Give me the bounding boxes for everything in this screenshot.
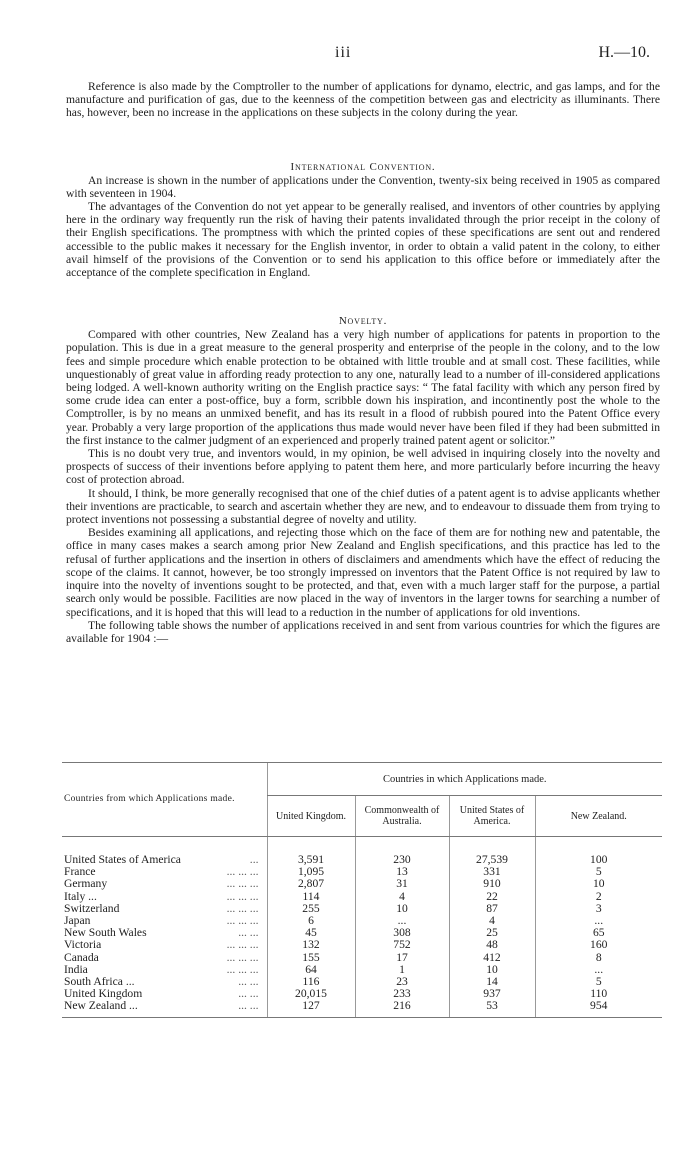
value-cell: 100 (535, 837, 662, 867)
value-cell: 752 (355, 939, 449, 951)
table-row (62, 866, 662, 878)
table-row (62, 952, 662, 964)
document-reference: H.—10. (598, 44, 650, 61)
table-row (62, 927, 662, 939)
value-cell: 20,015 (267, 988, 355, 1000)
country-name: South Africa ... (64, 975, 135, 989)
leader-dots: ... ... ... (226, 889, 259, 903)
running-head (0, 44, 700, 64)
page-number: iii (335, 44, 352, 61)
leader-dots: ... ... ... (226, 950, 259, 964)
col-commonwealth-australia: Commonwealth of Australia. (355, 796, 449, 837)
table-row (62, 976, 662, 988)
leader-dots: ... (249, 853, 259, 866)
value-cell: ... (355, 915, 449, 927)
country-name: Switzerland (64, 901, 120, 915)
applications-table (62, 762, 662, 1018)
value-cell: 10 (355, 903, 449, 915)
paragraph-convention-increase: An increase is shown in the number of applications under the Convention, twenty-six being received in 1905 as compared with seventeen in 1904. (66, 173, 660, 200)
country-name: Italy ... (64, 889, 97, 903)
paragraph-convention-advantages: The advantages of the Convention do not yet appear to be generally realised, and inventors of other countries by applying here in the ordinary way frequently run the risk of having their patents invalidated through the prior receipt in the colony of their English specifications. The promptness with which the printed copies of these specifications are sent out and rendered accessible to the public makes it necessary for the English inventor, in order to obtain a valid patent in the colony, to either avail himself of the provisions of the Convention or to send his application to this office before or immediately after the acceptance of the complete specification in England. (66, 200, 660, 280)
value-cell: 13 (355, 866, 449, 878)
value-cell: 155 (267, 952, 355, 964)
table-row (62, 964, 662, 976)
value-cell: ... (535, 964, 662, 976)
value-cell: 127 (267, 1000, 355, 1017)
country-name: Canada (64, 950, 99, 964)
col-new-zealand: New Zealand. (535, 796, 662, 837)
value-cell: 160 (535, 939, 662, 951)
value-cell: 23 (355, 976, 449, 988)
leader-dots: ... ... ... (226, 962, 259, 976)
value-cell: 216 (355, 1000, 449, 1017)
value-cell: 4 (449, 915, 535, 927)
leader-dots: ... ... ... (226, 914, 259, 928)
body-text (66, 80, 660, 645)
value-cell: 10 (535, 878, 662, 890)
value-cell: 1,095 (267, 866, 355, 878)
paragraph-table-intro: The following table shows the number of applications received in and sent from various countries for which the figures are available for 1904 :— (66, 618, 660, 645)
row-header-countries-from: Countries from which Applications made. (62, 763, 267, 837)
value-cell: 45 (267, 927, 355, 939)
value-cell: 3,591 (267, 837, 355, 867)
value-cell: 3 (535, 903, 662, 915)
value-cell: 331 (449, 866, 535, 878)
table-row (62, 1000, 662, 1017)
value-cell: 31 (355, 878, 449, 890)
paragraph-patent-agent-duties: It should, I think, be more generally recognised that one of the chief duties of a patent agent is to advise applicants whether their inventions are practicable, to search and ascertain whether they are new, and to endeavour to dissuade them from trying to protect inventions not possessing a substantial degree of novelty and utility. (66, 486, 660, 527)
country-name: United States of America (64, 853, 181, 866)
leader-dots: ... ... ... (226, 865, 259, 879)
country-cell (62, 952, 267, 964)
leader-dots: ... ... (238, 926, 259, 940)
value-cell: 255 (267, 903, 355, 915)
table-row (62, 878, 662, 890)
country-name: Germany (64, 877, 108, 891)
value-cell: 5 (535, 976, 662, 988)
paragraph-gas-lamps: Reference is also made by the Comptroller to the number of applications for dynamo, electric, and gas lamps, and for the manufacture and purification of gas, due to the keenness of the competition between gas and electricity as illuminants. There has, however, been no increase in the applications on these subjects in the colony during the year. (66, 80, 660, 120)
country-name: New Zealand ... (64, 999, 138, 1013)
value-cell: 116 (267, 976, 355, 988)
paragraph-novelty-advice: This is no doubt very true, and inventors would, in my opinion, be well advised in inquiring closely into the novelty and prospects of success of their inventions before applying to patent them here, and more particularly before incurring the heavy cost of protection abroad. (66, 447, 660, 487)
value-cell: 8 (535, 952, 662, 964)
value-cell: 132 (267, 939, 355, 951)
value-cell: 5 (535, 866, 662, 878)
paragraph-novelty-comparison: Compared with other countries, New Zealand has a very high number of applications for patents in proportion to the population. This is due in a great measure to the general prosperity and enterprise of the people in the colony, and to the low fees and simple procedure which enable protection to be obtained with little trouble and at small cost. These facilities, while unquestionably of great value in affording ready protection to any one, naturally lead to a number of ill-considered applications being lodged. A well-known authority writing on the English practice says: “ The fatal facility with which any person fired by some crude idea can enter a post-office, buy a form, scribble down his inspiration, and incontinently post the whole to the Comptroller, is by no means an unmixed benefit, and has its result in a flood of rubbish poured into the Patent Office every year. Probably a very large proportion of the applications thus made would never have been filed if they had been submitted in the first instance to the calmer judgment of an experienced and properly trained patent agent or solicitor.” (66, 328, 660, 447)
value-cell: 14 (449, 976, 535, 988)
leader-dots: ... ... ... (226, 877, 259, 891)
value-cell: 910 (449, 878, 535, 890)
table-row (62, 903, 662, 915)
value-cell: 233 (355, 988, 449, 1000)
value-cell: 1 (355, 964, 449, 976)
country-name: India (64, 962, 88, 976)
leader-dots: ... ... (238, 975, 259, 989)
table-row (62, 915, 662, 927)
value-cell: 6 (267, 915, 355, 927)
col-united-states: United States of America. (449, 796, 535, 837)
value-cell: 48 (449, 939, 535, 951)
value-cell: 412 (449, 952, 535, 964)
value-cell: ... (535, 915, 662, 927)
country-name: Japan (64, 914, 91, 928)
country-name: France (64, 865, 96, 879)
value-cell: 110 (535, 988, 662, 1000)
value-cell: 2,807 (267, 878, 355, 890)
heading-novelty: Novelty. (338, 315, 388, 328)
value-cell: 22 (449, 891, 535, 903)
leader-dots: ... ... (238, 999, 259, 1013)
leader-dots: ... ... ... (226, 938, 259, 952)
heading-international-convention: International Convention. (290, 160, 436, 173)
table-row (62, 891, 662, 903)
value-cell: 25 (449, 927, 535, 939)
country-cell (62, 837, 267, 867)
value-cell: 17 (355, 952, 449, 964)
value-cell: 2 (535, 891, 662, 903)
value-cell: 954 (535, 1000, 662, 1017)
group-header-countries-in: Countries in which Applications made. (267, 763, 662, 796)
leader-dots: ... ... (238, 987, 259, 1001)
col-united-kingdom: United Kingdom. (267, 796, 355, 837)
value-cell: 230 (355, 837, 449, 867)
value-cell: 114 (267, 891, 355, 903)
value-cell: 64 (267, 964, 355, 976)
country-name: United Kingdom (64, 987, 143, 1001)
value-cell: 10 (449, 964, 535, 976)
value-cell: 87 (449, 903, 535, 915)
value-cell: 937 (449, 988, 535, 1000)
value-cell: 4 (355, 891, 449, 903)
country-cell (62, 1000, 267, 1017)
country-name: Victoria (64, 938, 102, 952)
leader-dots: ... ... ... (226, 901, 259, 915)
paragraph-office-examination: Besides examining all applications, and rejecting those which on the face of them are for nothing new and patentable, the office in many cases makes a search among prior New Zealand and English specifications, and this practice has led to the refusal of further applications and the insertion in others of disclaimers and amendments which have the effect of reducing the scope of the claims. It cannot, however, be too strongly impressed on inventors that the Patent Office is not required by law to inquire into the novelty of inventions sought to be protected, and that, even with a much larger staff for the purpose, a partial search only would be possible. Facilities are now placed in the way of inventors in the larger towns for searching a number of specifications, and it is hoped that this will lead to a reduction in the number of applications for old inventions. (66, 526, 660, 619)
value-cell: 308 (355, 927, 449, 939)
table-row (62, 939, 662, 951)
value-cell: 53 (449, 1000, 535, 1017)
table-row (62, 837, 662, 867)
country-name: New South Wales (64, 926, 147, 940)
value-cell: 65 (535, 927, 662, 939)
value-cell: 27,539 (449, 837, 535, 867)
table-row (62, 988, 662, 1000)
